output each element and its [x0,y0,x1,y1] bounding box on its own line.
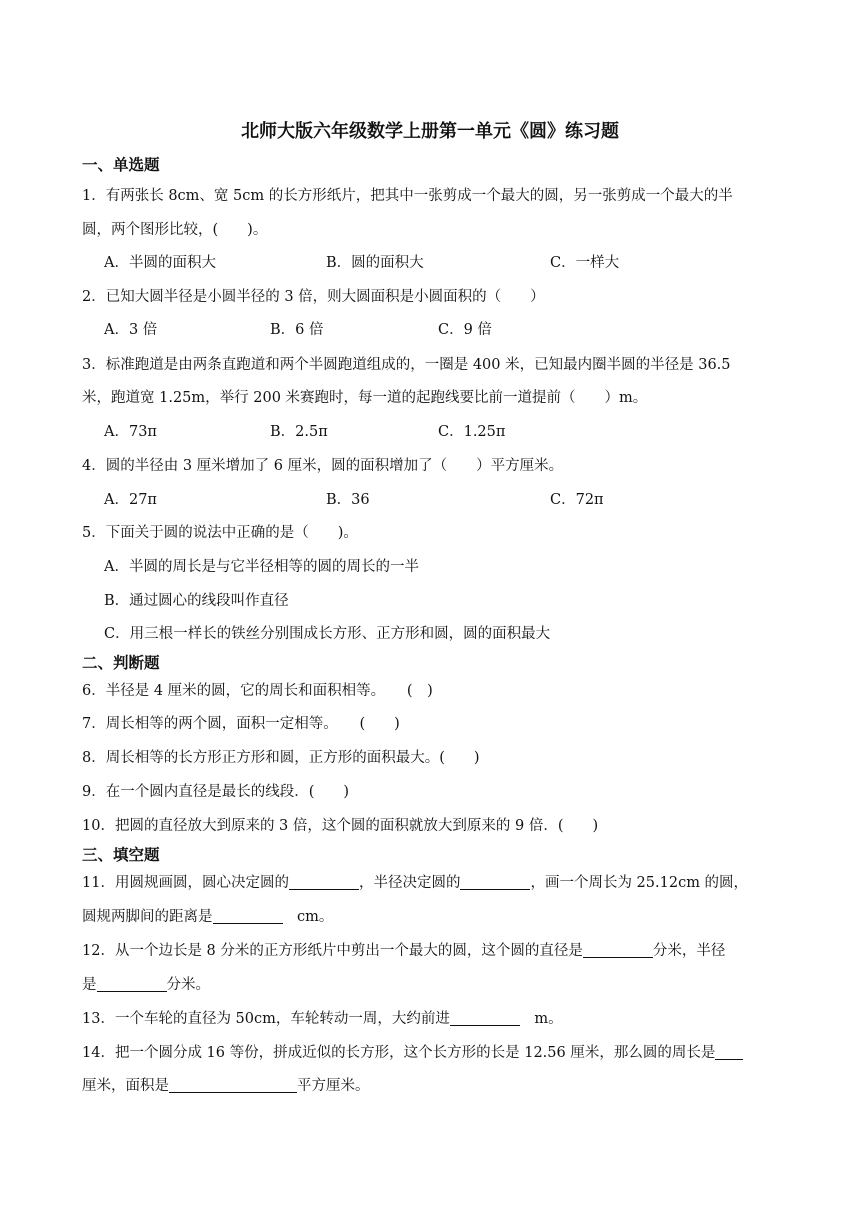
question-2-option-c: C．9 倍 [438,322,492,338]
section-heading-true-false: 二、判断题 [82,654,160,672]
question-12-text-a: 12．从一个边长是 8 分米的正方形纸片中剪出一个最大的圆，这个圆的直径是 [82,943,583,959]
answer-blank[interactable] [450,1011,520,1026]
question-11-text-a: 11．用圆规画圆，圆心决定圆的 [82,875,289,891]
question-5-option-a: A．半圆的周长是与它半径相等的圆的周长的一半 [104,559,419,575]
question-14-text-a: 14．把一个圆分成 16 等份，拼成近似的长方形，这个长方形的长是 12.56 厘米，那么圆的周长是 [82,1045,716,1061]
question-11-line-1 [82,871,782,892]
question-13-text-a: 13．一个车轮的直径为 50cm，车轮转动一周，大约前进 [82,1011,450,1027]
question-12-line-1 [82,939,782,960]
question-12-text-d: 分米。 [166,977,210,993]
question-10: 10．把圆的直径放大到原来的 3 倍，这个圆的面积就放大到原来的 9 倍．( ) [82,818,599,834]
question-1-option-a: A．半圆的面积大 [104,255,216,271]
question-1-line-2: 圆，两个图形比较，( )。 [82,222,268,238]
question-3-option-b: B．2.5π [270,424,328,440]
section-heading-single-choice: 一、单选题 [82,156,160,174]
question-14-line-1 [82,1041,782,1062]
question-12-text-c: 是 [82,977,97,993]
question-8: 8．周长相等的长方形正方形和圆，正方形的面积最大。( ) [82,750,480,766]
answer-blank[interactable] [97,977,167,992]
answer-blank[interactable] [715,1045,743,1060]
question-9: 9．在一个圆内直径是最长的线段．( ) [82,784,350,800]
question-11-line-2 [82,905,782,926]
question-12-text-b: 分米，半径 [652,943,726,959]
answer-blank[interactable] [289,875,359,890]
question-1-option-c: C．一样大 [550,255,620,271]
question-11-text-b: ，半径决定圆的 [358,875,461,891]
question-5-option-c: C．用三根一样长的铁丝分别围成长方形、正方形和圆，圆的面积最大 [104,626,551,642]
question-11-text-d: 圆规两脚间的距离是 [82,909,213,925]
answer-blank[interactable] [213,909,283,924]
question-11-text-e: cm。 [282,909,334,925]
question-14-line-2 [82,1074,782,1095]
question-4-option-b: B．36 [326,492,370,508]
question-1-line-1: 1．有两张长 8cm、宽 5cm 的长方形纸片，把其中一张剪成一个最大的圆，另一张剪成一个最大的半 [82,188,733,204]
question-14-text-c: 平方厘米。 [297,1078,370,1094]
question-5-option-b: B．通过圆心的线段叫作直径 [104,593,289,609]
question-14-text-b: 厘米，面积是 [82,1078,169,1094]
section-heading-fill-in: 三、填空题 [82,846,160,864]
question-4-option-c: C．72π [550,492,604,508]
question-2-line-1: 2．已知大圆半径是小圆半径的 3 倍，则大圆面积是小圆面积的（ ） [82,289,545,305]
answer-blank[interactable] [169,1078,297,1093]
question-2-option-a: A．3 倍 [104,322,158,338]
question-12-line-2 [82,973,782,994]
question-11-text-c: ，画一个周长为 25.12cm 的圆， [530,875,749,891]
question-5-line-1: 5．下面关于圆的说法中正确的是（ )。 [82,525,358,541]
question-1-option-b: B．圆的面积大 [326,255,424,271]
question-3-line-1: 3．标准跑道是由两条直跑道和两个半圆跑道组成的，一圈是 400 米，已知最内圈半圆的半径是 36.5 [82,357,731,373]
question-7: 7．周长相等的两个圆，面积一定相等。 ( ) [82,716,400,732]
question-13-text-b: m。 [519,1011,563,1027]
answer-blank[interactable] [460,875,530,890]
question-2-option-b: B．6 倍 [270,322,324,338]
question-13 [82,1007,782,1028]
question-3-line-2: 米，跑道宽 1.25m，举行 200 米赛跑时，每一道的起跑线要比前一道提前（ ）m。 [82,390,648,406]
question-3-option-a: A．73π [104,424,157,440]
answer-blank[interactable] [583,943,653,958]
question-4-option-a: A．27π [104,492,157,508]
question-6: 6．半径是 4 厘米的圆，它的周长和面积相等。 ( ) [82,683,433,699]
page-title: 北师大版六年级数学上册第一单元《圆》练习题 [241,121,619,142]
question-4-line-1: 4．圆的半径由 3 厘米增加了 6 厘米，圆的面积增加了（ ）平方厘米。 [82,458,564,474]
question-3-option-c: C．1.25π [438,424,506,440]
